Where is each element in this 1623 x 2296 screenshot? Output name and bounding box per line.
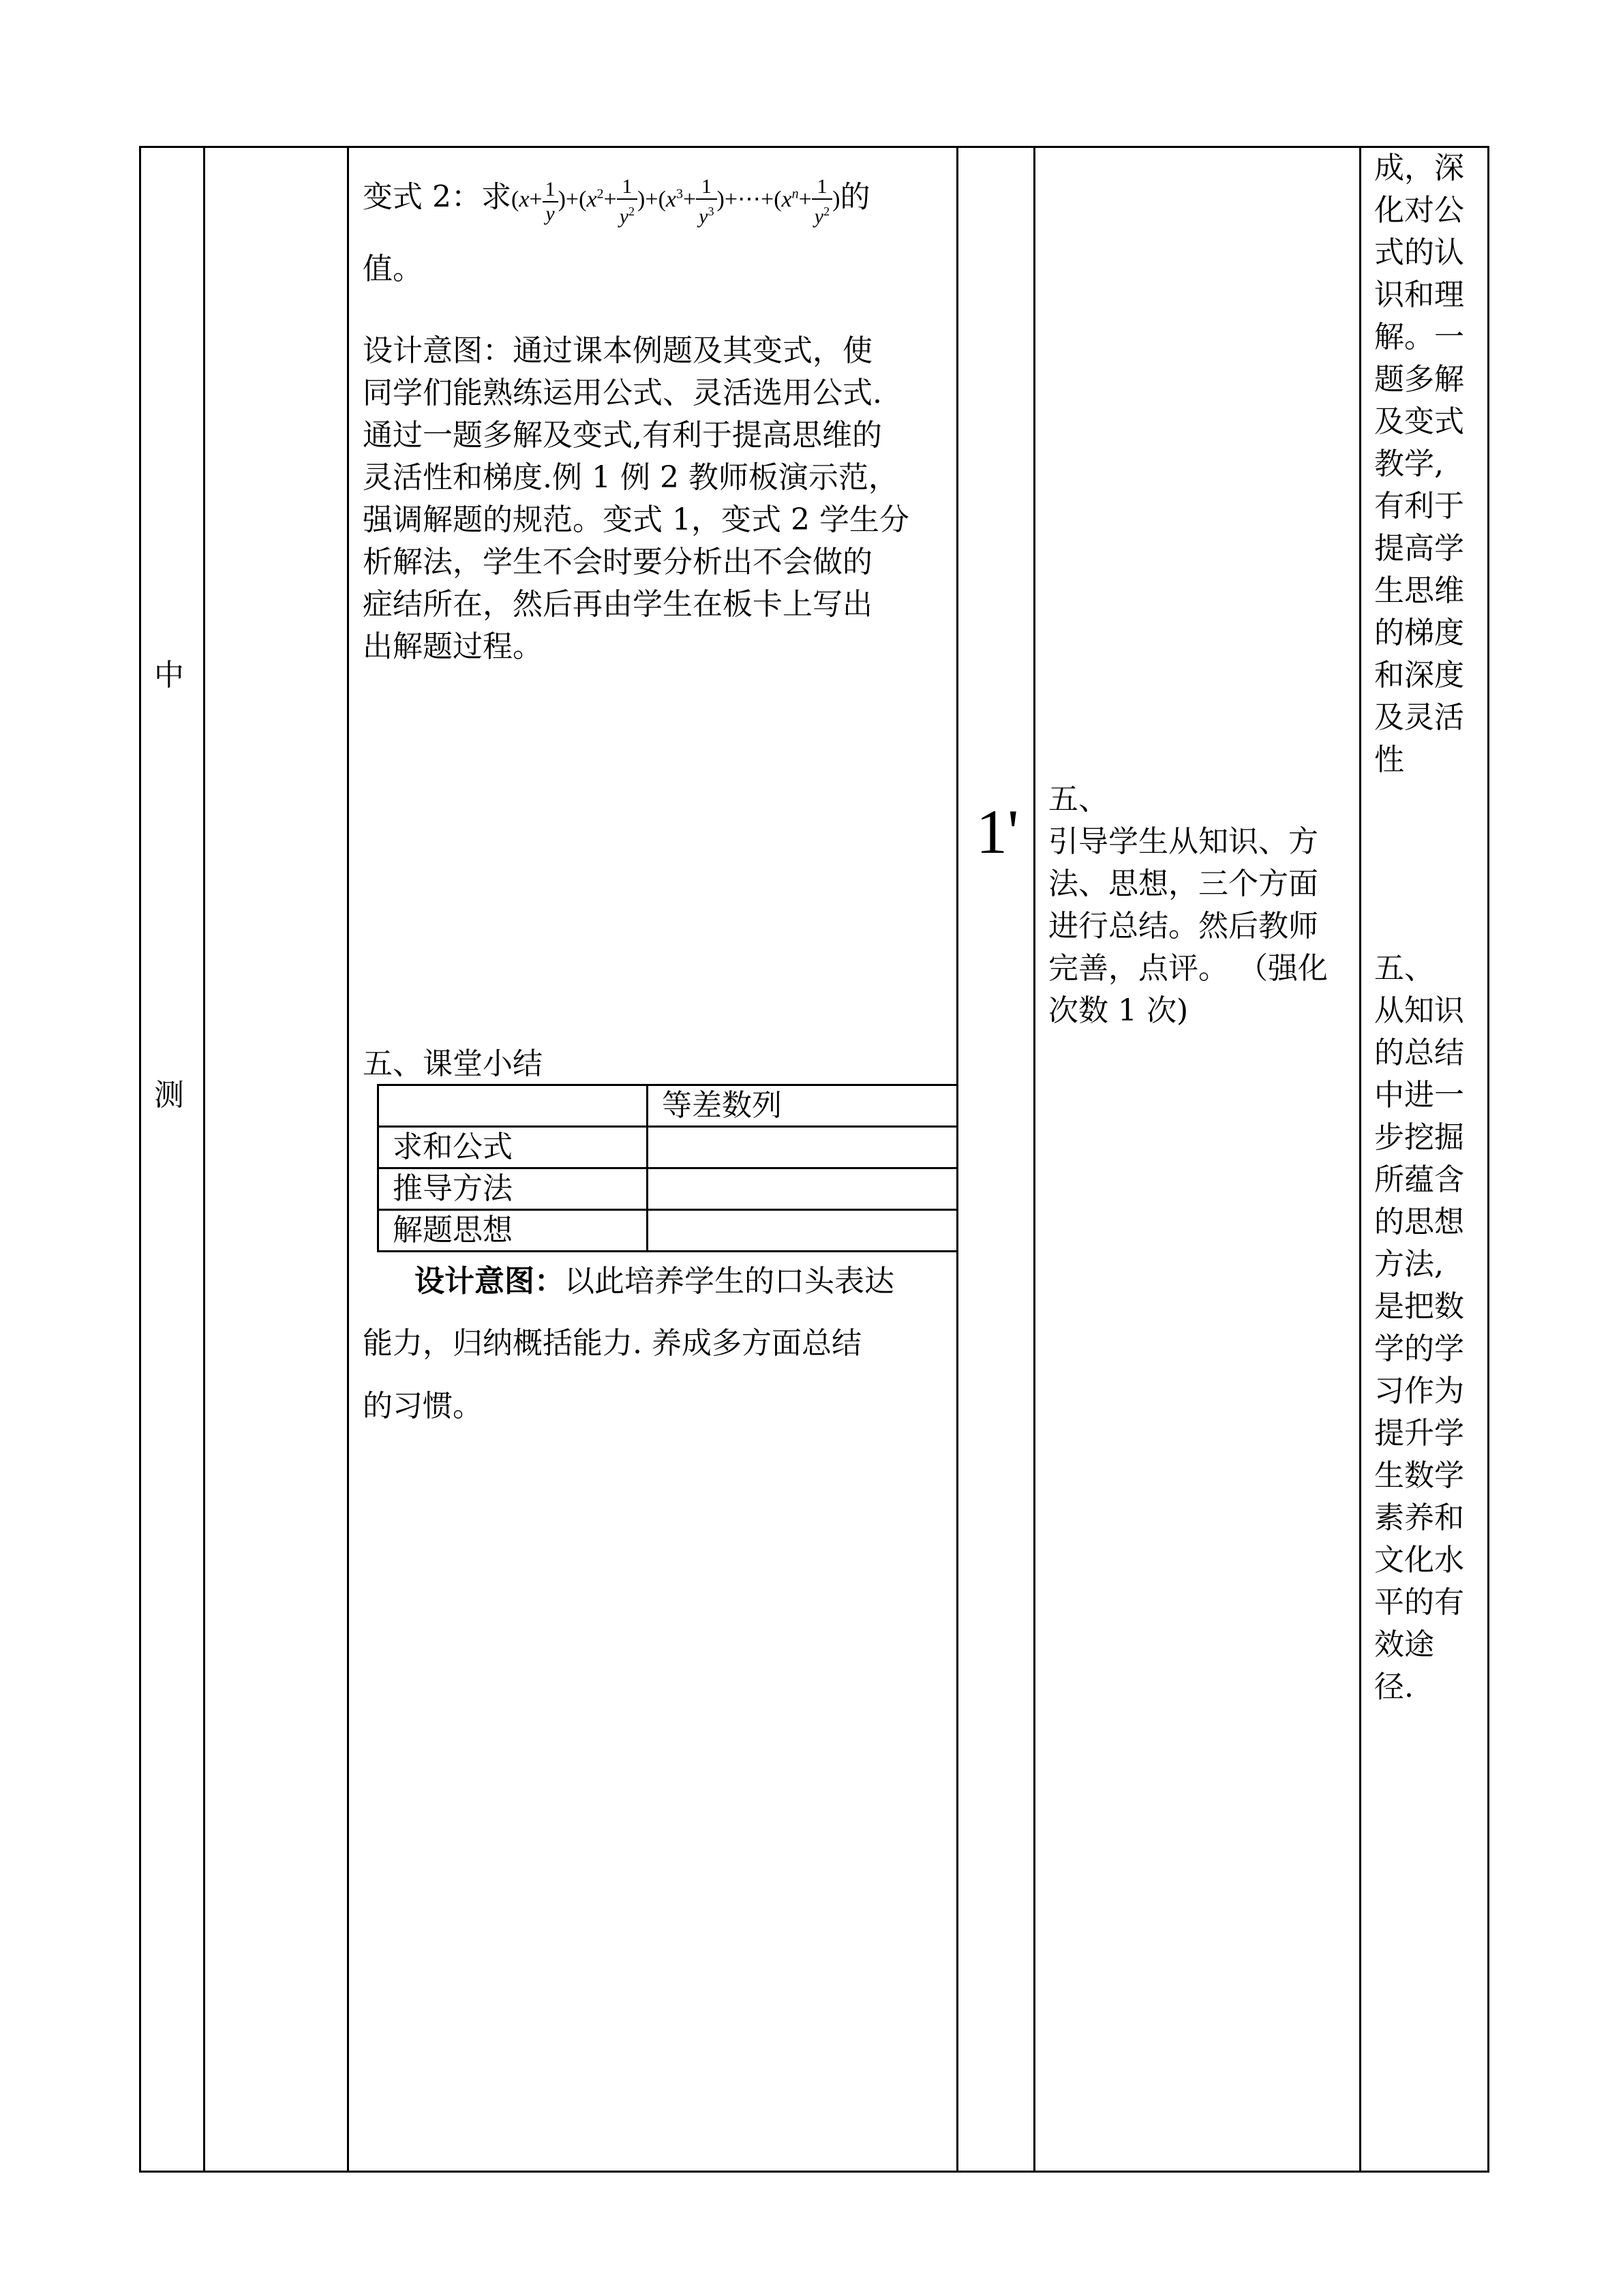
- summary-header-arithmetic: 等差数列: [648, 1085, 959, 1127]
- table-row: [378, 1168, 959, 1210]
- purpose-line: 步挖掘: [1374, 1120, 1464, 1155]
- variant2-suffix: 的: [840, 179, 870, 215]
- purpose-line: 提高学: [1374, 531, 1464, 566]
- purpose-line: 所蕴含: [1374, 1162, 1464, 1197]
- purpose-line: 式的认: [1374, 235, 1464, 270]
- design-intent-2-line: 能力，归纳概括能力. 养成多方面总结: [363, 1326, 862, 1361]
- summary-row-label: 解题思想: [378, 1210, 648, 1252]
- table-row: [378, 1127, 959, 1168]
- activity-line: 法、思想，三个方面: [1048, 866, 1318, 901]
- design-intent-2-text: 以此培养学生的口头表达: [564, 1264, 894, 1299]
- purpose-line: 生思维: [1374, 573, 1464, 608]
- design-intent-2-label: 设计意图：: [414, 1264, 564, 1299]
- purpose-line: 方法,: [1374, 1247, 1444, 1282]
- table-top-border: [139, 146, 1488, 148]
- purpose-line: 平的有: [1374, 1585, 1464, 1620]
- activity-line: 完善，点评。 （强化: [1048, 951, 1328, 986]
- design-intent-1-line: 同学们能熟练运用公式、灵活选用公式.: [363, 376, 882, 410]
- purpose-line: 成，深: [1374, 151, 1464, 185]
- column-divider-2: [347, 146, 349, 2173]
- design-intent-1-line: 通过一题多解及变式,有利于提高思维的: [363, 418, 882, 453]
- purpose-line: 的梯度: [1374, 616, 1464, 650]
- purpose-line: 素养和: [1374, 1500, 1464, 1535]
- variant2-formula: (x+ $\frac{1}{y}$ )$+(x^2+$ $\frac{1}{y^2}$ )$+(x^3+$ $\frac{1}{y^3}$ )$+\cdots+(x^n+$ $\frac{1}{y^2}$ ): [511, 175, 840, 228]
- design-intent-1-line: 强调解题的规范。变式 1，变式 2 学生分: [363, 502, 909, 537]
- summary-table: [377, 1084, 958, 1252]
- purpose-line: 性: [1374, 742, 1404, 777]
- activity-line: 引导学生从知识、方: [1048, 824, 1318, 859]
- summary-row-label: 求和公式: [378, 1127, 648, 1168]
- purpose-line: 五、: [1374, 951, 1434, 986]
- table-right-border: [1487, 146, 1489, 2173]
- purpose-line: 有利于: [1374, 489, 1464, 524]
- design-intent-2-line: 的习惯。: [363, 1389, 483, 1423]
- purpose-line: 教学,: [1374, 447, 1444, 481]
- summary-header-empty: [378, 1085, 648, 1127]
- teacher-activity: [1048, 779, 1328, 1032]
- summary-row-value: [648, 1168, 959, 1210]
- variant2-line: [363, 164, 870, 230]
- purpose-line: 化对公: [1374, 193, 1464, 228]
- purpose-top: [1374, 147, 1464, 781]
- variant2-continuation: 值。: [363, 252, 423, 286]
- purpose-line: 和深度: [1374, 658, 1464, 693]
- table-left-border: [139, 146, 141, 2173]
- activity-line: 五、: [1048, 782, 1108, 817]
- design-intent-1-line: 症结所在，然后再由学生在板卡上写出: [363, 587, 873, 622]
- variant2-prefix: 变式 2：求: [363, 179, 511, 215]
- purpose-line: 的思想: [1374, 1205, 1464, 1239]
- table-bottom-border: [139, 2171, 1488, 2173]
- purpose-line: 识和理: [1374, 277, 1464, 312]
- purpose-line: 及灵活: [1374, 700, 1464, 735]
- design-intent-2-first-line: [414, 1260, 894, 1303]
- purpose-line: 习作为: [1374, 1374, 1464, 1408]
- time-allocation: 1': [976, 797, 1019, 866]
- side-label-bottom: 测: [154, 1078, 184, 1113]
- side-label-top: 中: [154, 658, 184, 693]
- design-intent-1-line: 灵活性和梯度.例 1 例 2 教师板演示范，: [363, 460, 898, 495]
- summary-heading: 五、课堂小结: [363, 1046, 543, 1081]
- design-intent-1: [363, 330, 909, 668]
- activity-line: 进行总结。然后教师: [1048, 909, 1318, 943]
- purpose-line: 文化水: [1374, 1543, 1464, 1577]
- purpose-line: 生数学: [1374, 1458, 1464, 1493]
- table-row: [378, 1210, 959, 1252]
- purpose-line: 解。一: [1374, 320, 1464, 354]
- design-intent-1-line: 设计意图：通过课本例题及其变式，使: [363, 333, 873, 368]
- purpose-line: 中进一: [1374, 1078, 1464, 1113]
- purpose-line: 的总结: [1374, 1036, 1464, 1070]
- summary-row-value: [648, 1127, 959, 1168]
- column-divider-4: [1033, 146, 1035, 2173]
- purpose-line: 及变式: [1374, 404, 1464, 439]
- purpose-bottom: [1374, 948, 1464, 1708]
- purpose-line: 径.: [1374, 1670, 1414, 1704]
- purpose-line: 学的学: [1374, 1331, 1464, 1366]
- design-intent-1-line: 出解题过程。: [363, 629, 543, 664]
- column-divider-5: [1359, 146, 1361, 2173]
- summary-row-label: 推导方法: [378, 1168, 648, 1210]
- activity-line: 次数 1 次): [1048, 993, 1189, 1028]
- purpose-line: 题多解: [1374, 362, 1464, 397]
- purpose-line: 从知识: [1374, 993, 1464, 1028]
- purpose-line: 提升学: [1374, 1416, 1464, 1451]
- table-row: [378, 1085, 959, 1127]
- purpose-line: 是把数: [1374, 1289, 1464, 1324]
- column-divider-1: [203, 146, 205, 2173]
- purpose-line: 效途: [1374, 1627, 1434, 1662]
- design-intent-1-line: 析解法，学生不会时要分析出不会做的: [363, 545, 873, 579]
- summary-row-value: [648, 1210, 959, 1252]
